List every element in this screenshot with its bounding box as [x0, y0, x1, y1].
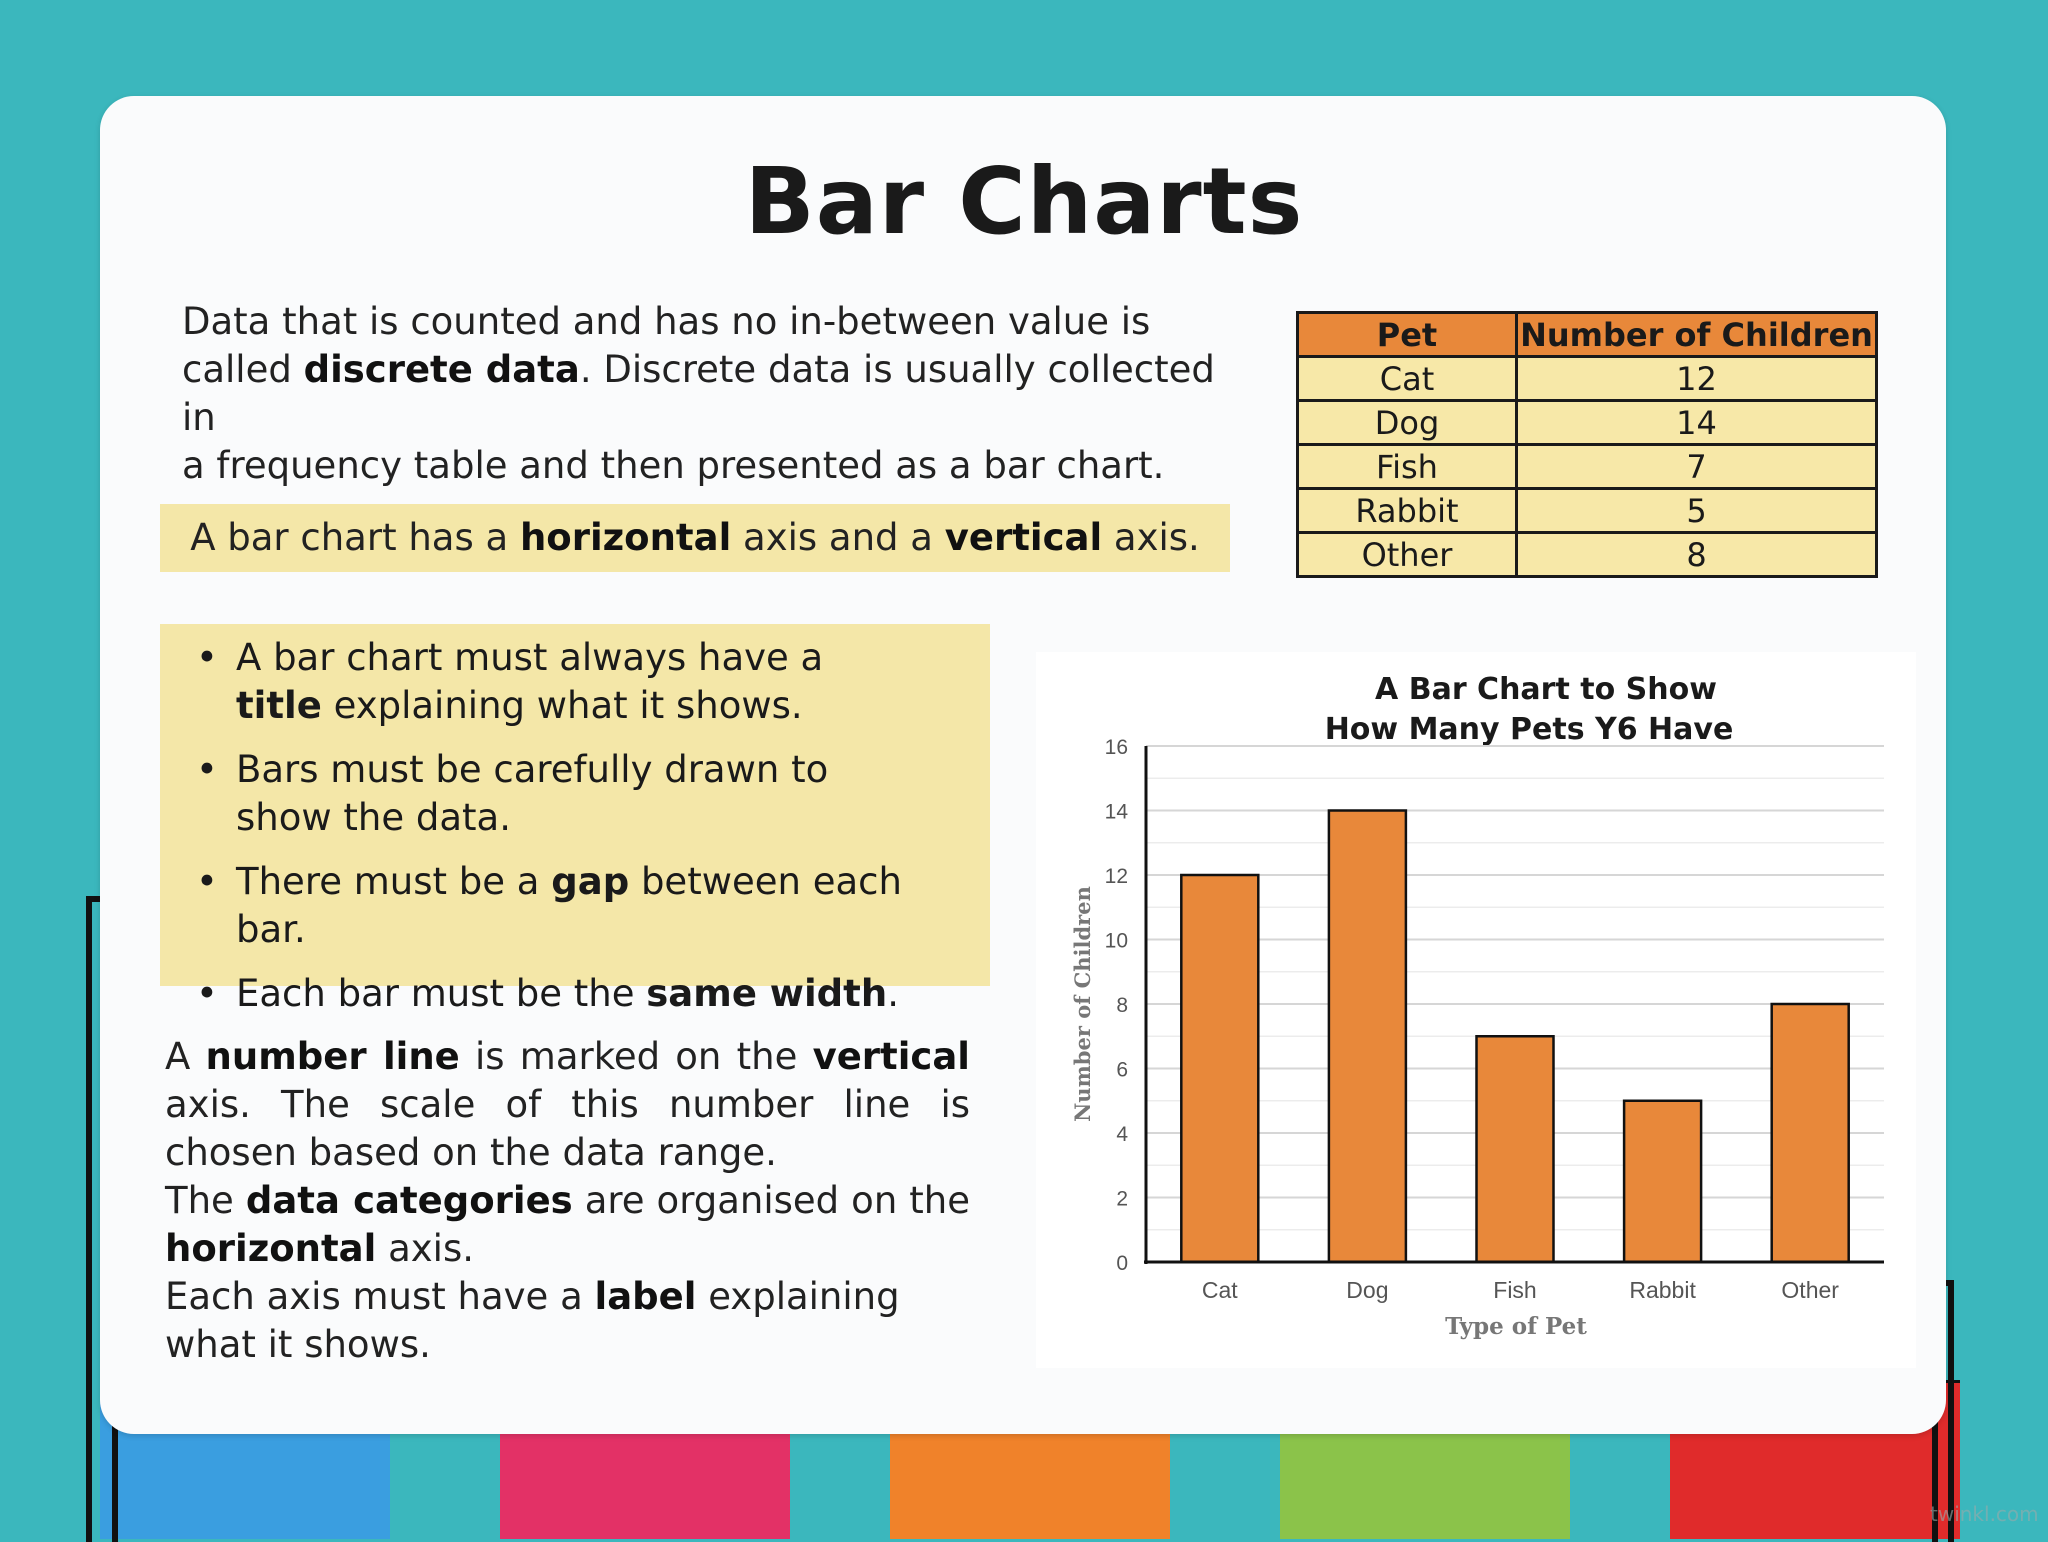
cell-pet: Rabbit — [1298, 489, 1517, 533]
intro-line-2: called discrete data. Discrete data is usually collected in — [182, 348, 1215, 439]
cell-pet: Dog — [1298, 401, 1517, 445]
chart-title-line-2: How Many Pets Y6 Have — [1324, 712, 1734, 747]
intro-paragraph — [182, 298, 1242, 490]
page-title: Bar Charts — [744, 148, 1304, 255]
y-tick-label: 10 — [1104, 929, 1128, 953]
header-pet: Pet — [1298, 313, 1517, 357]
cell-count: 5 — [1517, 489, 1877, 533]
header-number-of-children: Number of Children — [1517, 313, 1877, 357]
cell-pet: Fish — [1298, 445, 1517, 489]
table-row — [1298, 489, 1877, 533]
rule-item: • Bars must be carefully drawn to show the data. — [160, 746, 920, 842]
rule-item: • There must be a gap between each bar. — [160, 858, 920, 954]
table-header-row — [1298, 313, 1877, 357]
x-tick-label: Fish — [1493, 1277, 1537, 1303]
y-axis-label: Number of Children — [1070, 886, 1095, 1122]
x-tick-label: Other — [1781, 1277, 1839, 1303]
x-tick-label: Cat — [1201, 1277, 1238, 1303]
frequency-table — [1296, 311, 1878, 578]
cell-count: 7 — [1517, 445, 1877, 489]
rule-item: • A bar chart must always have a title explaining what it shows. — [160, 634, 920, 730]
x-tick-label: Rabbit — [1629, 1277, 1696, 1303]
number-line-paragraph — [165, 1033, 970, 1369]
y-tick-label: 6 — [1116, 1058, 1128, 1082]
y-tick-label: 8 — [1116, 994, 1128, 1017]
table-row — [1298, 401, 1877, 445]
axis-note-text: A bar chart has a horizontal axis and a vertical axis. — [190, 516, 1200, 559]
watermark: twinkl.com — [1930, 1502, 2039, 1526]
chart-panel — [1036, 652, 1916, 1368]
y-tick-label: 12 — [1104, 865, 1128, 888]
intro-line-1: Data that is counted and has no in-between value is — [182, 300, 1151, 343]
table-row — [1298, 445, 1877, 489]
number-line-sentence-1: A number line is marked on the vertical axis. The scale of this number line is chosen based on the data range. — [165, 1035, 970, 1174]
table-row — [1298, 533, 1877, 577]
cell-count: 12 — [1517, 357, 1877, 401]
intro-line-3: a frequency table and then presented as a bar chart. — [182, 444, 1165, 487]
table-row — [1298, 357, 1877, 401]
chart-title-line-1: A Bar Chart to Show — [1375, 672, 1717, 707]
rules-list-wrap — [160, 634, 920, 1034]
cell-count: 8 — [1517, 533, 1877, 577]
y-tick-label: 16 — [1104, 736, 1128, 759]
x-axis-label: Type of Pet — [1445, 1313, 1587, 1340]
cell-pet: Cat — [1298, 357, 1517, 401]
number-line-sentence-3: Each axis must have a label explaining what it shows. — [165, 1275, 900, 1366]
y-tick-label: 2 — [1116, 1187, 1128, 1211]
y-tick-label: 4 — [1116, 1123, 1128, 1146]
x-tick-label: Dog — [1346, 1277, 1389, 1303]
cell-pet: Other — [1298, 533, 1517, 577]
y-tick-label: 0 — [1116, 1252, 1128, 1275]
number-line-sentence-2: The data categories are organised on the horizontal axis. — [165, 1179, 970, 1270]
rules-list — [160, 634, 920, 1018]
cell-count: 14 — [1517, 401, 1877, 445]
y-tick-label: 14 — [1104, 800, 1128, 824]
rule-item: • Each bar must be the same width. — [160, 970, 920, 1018]
